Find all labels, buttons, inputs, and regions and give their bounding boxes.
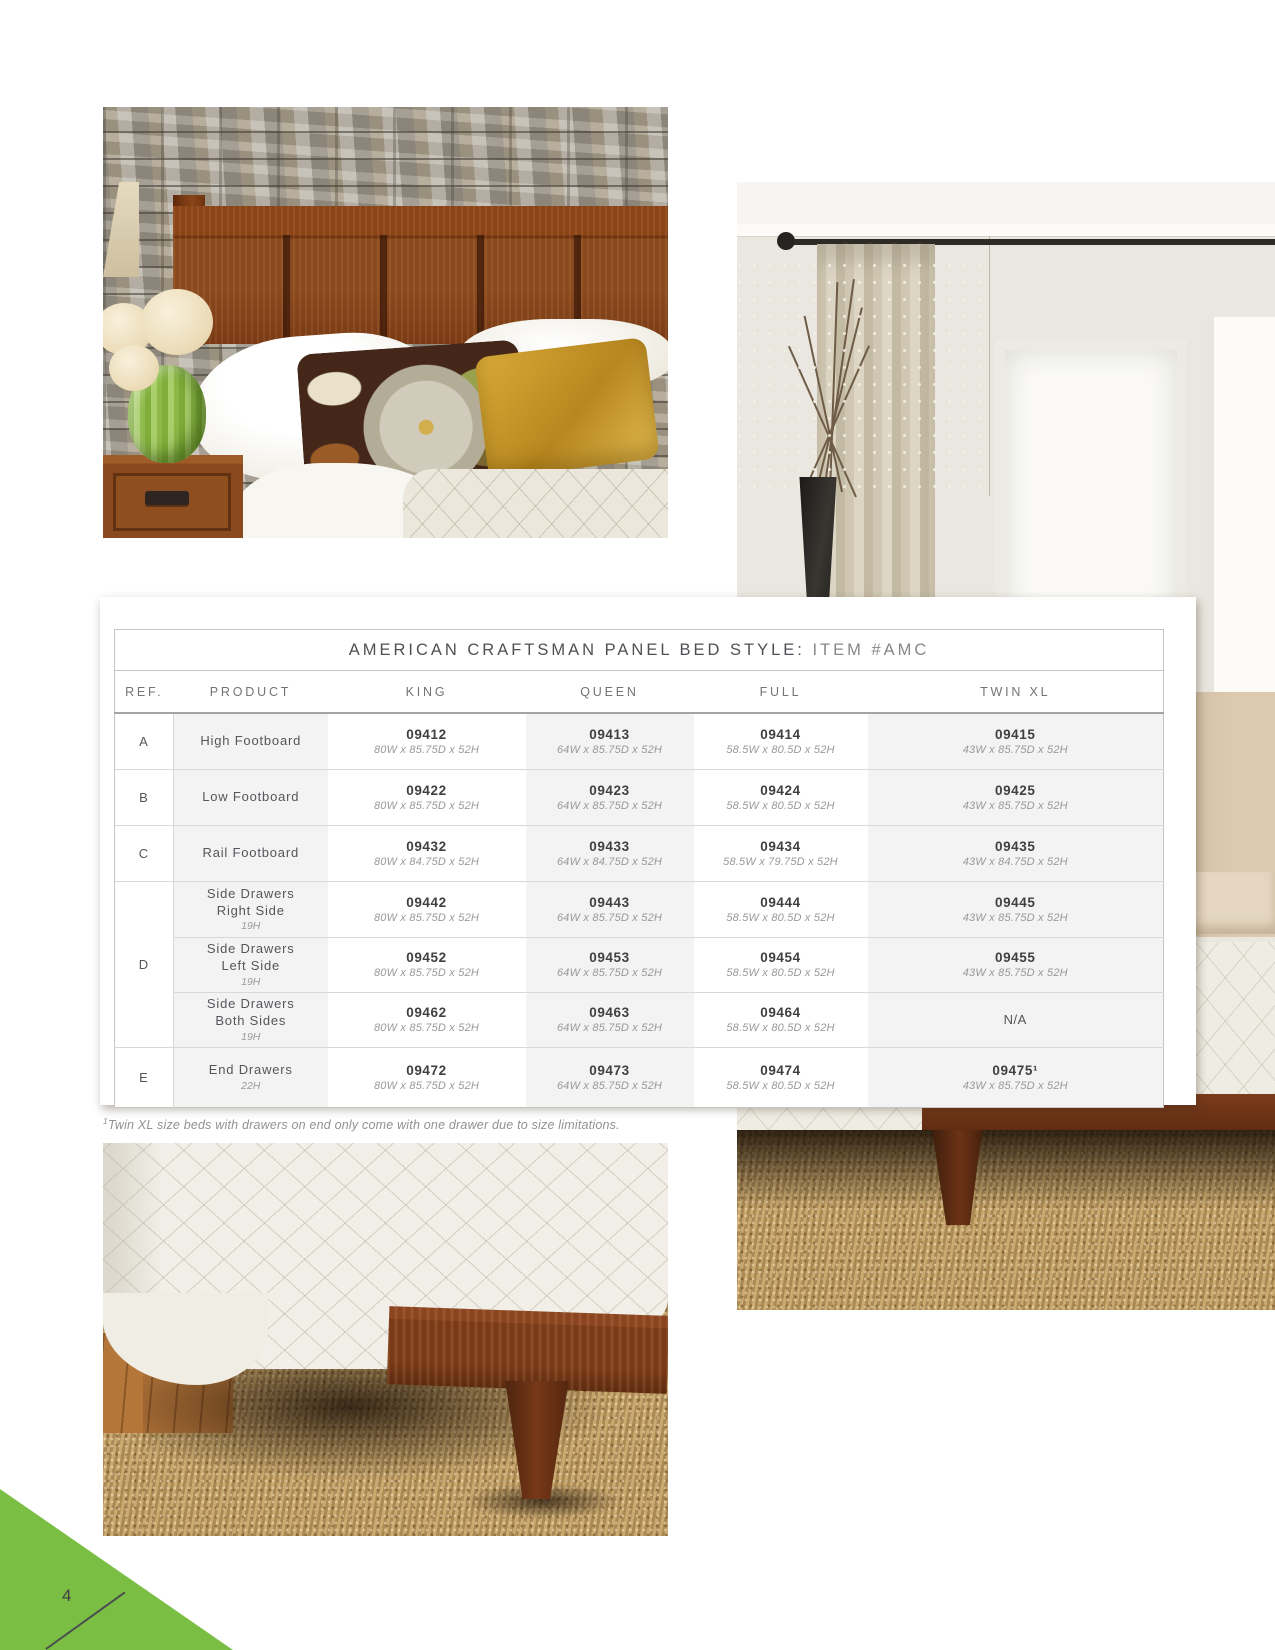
table-title xyxy=(115,630,1164,671)
item-cell: 09453 64W x 85.75D x 52H xyxy=(526,937,694,992)
item-cell: 09433 64W x 84.75D x 52H xyxy=(526,825,694,881)
item-cell: 09422 80W x 85.75D x 52H xyxy=(328,769,526,825)
quilt xyxy=(403,469,668,538)
pussy-willow-buds xyxy=(737,257,982,492)
wood-grain xyxy=(387,1306,668,1394)
ref-cell: B xyxy=(115,769,174,825)
cream-flower xyxy=(141,289,213,355)
item-cell: 09475¹ 43W x 85.75D x 52H xyxy=(868,1047,1164,1107)
item-cell: 09414 58.5W x 80.5D x 52H xyxy=(694,713,868,769)
table-row xyxy=(115,881,1164,937)
column-header-king: KING xyxy=(328,671,526,714)
column-header-ref: REF. xyxy=(115,671,174,714)
spec-table-body xyxy=(115,713,1164,1107)
headboard-stone-wall-photo xyxy=(103,107,668,538)
item-cell: 09423 64W x 85.75D x 52H xyxy=(526,769,694,825)
item-cell: 09452 80W x 85.75D x 52H xyxy=(328,937,526,992)
item-cell: 09432 80W x 84.75D x 52H xyxy=(328,825,526,881)
table-title-item: ITEM #AMC xyxy=(812,640,930,659)
table-row xyxy=(115,992,1164,1047)
spec-table-panel xyxy=(100,597,1196,1105)
item-cell: 09445 43W x 85.75D x 52H xyxy=(868,881,1164,937)
column-header-full: FULL xyxy=(694,671,868,714)
table-title-row xyxy=(115,630,1164,671)
product-cell: Low Footboard xyxy=(174,769,328,825)
product-cell: High Footboard xyxy=(174,713,328,769)
item-cell: 09412 80W x 85.75D x 52H xyxy=(328,713,526,769)
column-header-queen: QUEEN xyxy=(526,671,694,714)
item-cell: 09443 64W x 85.75D x 52H xyxy=(526,881,694,937)
item-cell: 09435 43W x 84.75D x 52H xyxy=(868,825,1164,881)
lamp-shade xyxy=(103,182,139,277)
item-cell: 09442 80W x 85.75D x 52H xyxy=(328,881,526,937)
ref-cell: C xyxy=(115,825,174,881)
product-cell: Side Drawers Left Side 19H xyxy=(174,937,328,992)
item-cell: 09472 80W x 85.75D x 52H xyxy=(373,1062,480,1092)
footboard-closeup-photo xyxy=(103,1143,668,1536)
item-cell: 09424 58.5W x 80.5D x 52H xyxy=(694,769,868,825)
ref-cell: A xyxy=(115,713,174,769)
footnote-superscript: 1 xyxy=(103,1116,108,1126)
item-cell: 09434 58.5W x 79.75D x 52H xyxy=(694,825,868,881)
item-cell: 09473 64W x 85.75D x 52H xyxy=(526,1047,694,1107)
product-cell: Side Drawers Right Side 19H xyxy=(174,881,328,937)
table-row xyxy=(115,825,1164,881)
table-row xyxy=(115,769,1164,825)
footnote xyxy=(103,1116,620,1132)
item-cell: 09413 64W x 85.75D x 52H xyxy=(526,713,694,769)
table-row xyxy=(115,937,1164,992)
gold-pillow xyxy=(474,337,660,479)
product-cell: End Drawers 22H xyxy=(174,1047,328,1107)
ref-cell: E xyxy=(115,1047,174,1107)
product-cell: Side Drawers Both Sides 19H xyxy=(174,992,328,1047)
item-cell: 09415 43W x 85.75D x 52H xyxy=(868,713,1164,769)
drawer-pull xyxy=(145,491,189,505)
table-row xyxy=(115,1047,1164,1107)
under-bed-shadow xyxy=(737,1130,1275,1215)
wood-footboard-rail xyxy=(387,1306,668,1394)
cream-flower xyxy=(109,345,159,391)
item-cell: 09464 58.5W x 80.5D x 52H xyxy=(694,992,868,1047)
item-cell: 09444 58.5W x 80.5D x 52H xyxy=(694,881,868,937)
column-header-product: PRODUCT xyxy=(174,671,328,714)
ref-cell: D xyxy=(115,881,174,1047)
item-cell: 09455 43W x 85.75D x 52H xyxy=(868,937,1164,992)
item-cell: 09454 58.5W x 80.5D x 52H xyxy=(694,937,868,992)
table-row xyxy=(115,713,1164,769)
spec-table xyxy=(114,629,1164,1108)
wall-corner xyxy=(989,236,990,496)
item-cell: 09474 58.5W x 80.5D x 52H xyxy=(726,1062,835,1092)
product-cell: Rail Footboard xyxy=(174,825,328,881)
rod-finial xyxy=(777,232,795,250)
item-cell: 09462 80W x 85.75D x 52H xyxy=(328,992,526,1047)
column-header-twinxl: TWIN XL xyxy=(868,671,1164,714)
item-cell: N/A xyxy=(868,992,1164,1047)
ceiling xyxy=(737,182,1275,224)
page-number: 4 xyxy=(62,1586,72,1605)
item-cell: 09463 64W x 85.75D x 52H xyxy=(526,992,694,1047)
table-header-row xyxy=(115,671,1164,714)
table-title-main: AMERICAN CRAFTSMAN PANEL BED STYLE: xyxy=(348,640,805,659)
crown-molding xyxy=(737,224,1275,237)
item-cell: 09425 43W x 85.75D x 52H xyxy=(868,769,1164,825)
footnote-text: Twin XL size beds with drawers on end only come with one drawer due to size limitations. xyxy=(107,1118,620,1133)
